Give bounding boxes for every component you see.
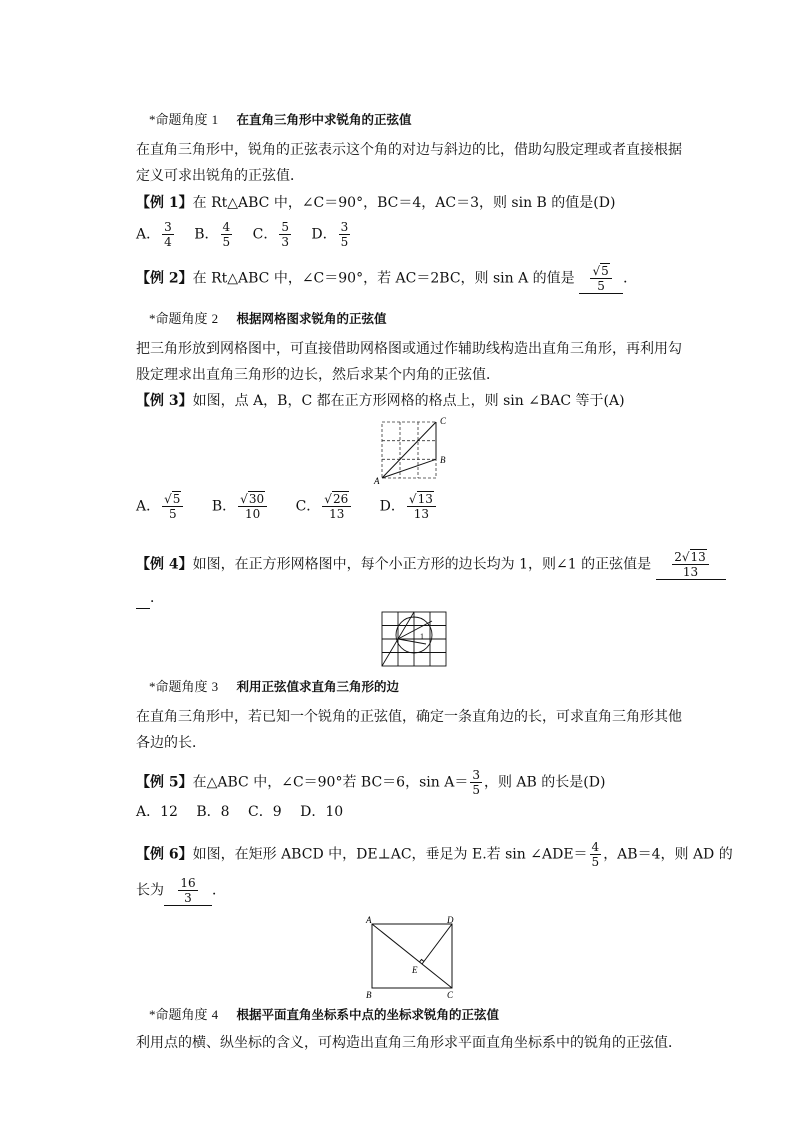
example3-option-b: B． $\frac{√30}{10}$: [212, 492, 269, 521]
example6-answer: $\frac{16}{3}$: [180, 876, 196, 905]
example3-tag: 【例 3】: [136, 393, 193, 409]
example3-question: 如图，点 A，B，C 都在正方形网格的格点上，则 sin ∠BAC 等于(A): [192, 393, 625, 409]
example6-question-a: 如图，在矩形 ABCD 中，DE⊥AC，垂足为 E.若 sin ∠ADE＝: [192, 846, 588, 863]
example2-answer: $\frac{√5}{5}$: [590, 264, 611, 293]
section3-heading: [149, 677, 399, 698]
example6-answer-blank: [164, 876, 212, 906]
example6-question-b: ，AB＝4，则 AD 的: [603, 846, 733, 863]
example5-option-b: B．8: [196, 804, 230, 820]
example4-answer: $\frac{2√13}{13}$: [672, 550, 709, 579]
example5-option-c: C．9: [248, 804, 282, 820]
example6-point-d: D: [447, 915, 454, 925]
example3: [136, 391, 625, 411]
example5-fraction: $\frac{3}{5}$: [472, 768, 480, 797]
example5-option-a: A．12: [136, 804, 178, 820]
section1-heading-prefix: *命题角度: [149, 112, 208, 127]
example6-line2-start: 长为: [136, 882, 164, 899]
example2-tag: 【例 2】: [136, 270, 193, 287]
example5-question-b: ，则 AB 的长是(D): [483, 774, 606, 791]
example6-point-a: A: [366, 915, 372, 925]
example4-answer-blank: [656, 550, 726, 580]
example1-option-b: B． $\frac{4}{5}$: [194, 220, 231, 249]
example2-question: 在 Rt△ABC 中，∠C＝90°，若 AC＝2BC，则 sin A 的值是: [192, 270, 575, 287]
example2: [136, 264, 637, 294]
section3-heading-prefix: *命题角度: [149, 679, 208, 694]
example5-option-d: D．10: [300, 804, 344, 820]
example6-tag: 【例 6】: [136, 846, 193, 863]
example4: [136, 550, 726, 580]
section2-heading-number: 2: [211, 311, 219, 326]
example4-question: 如图，在正方形网格图中，每个小正方形的边长均为 1，则∠1 的正弦值是: [192, 556, 652, 573]
example6-end: ．: [212, 882, 226, 899]
example5-tag: 【例 5】: [136, 774, 193, 791]
section2-heading-prefix: *命题角度: [149, 311, 208, 326]
example2-answer-blank: [579, 264, 623, 294]
example6-rectangle-figure: [362, 914, 462, 1002]
example3-point-a: A: [374, 476, 380, 486]
section4-heading: [149, 1005, 499, 1026]
example1: [136, 193, 615, 213]
section2-para-line1: 把三角形放到网格图中，可直接借助网格图或通过作辅助线构造出直角三角形，再利用勾: [136, 341, 682, 357]
section1-para-line2: 定义可求出锐角的正弦值．: [136, 168, 304, 184]
section1-heading-number: 1: [211, 112, 219, 127]
example1-question: 在 Rt△ABC 中，∠C＝90°，BC＝4，AC＝3，则 sin B 的值是(D): [192, 195, 616, 211]
example1-option-a: A． $\frac{3}{4}$: [136, 220, 172, 249]
example3-option-c: C． $\frac{√26}{13}$: [296, 492, 354, 521]
section3-para-line1: 在直角三角形中，若已知一个锐角的正弦值，确定一条直角边的长，可求直角三角形其他: [136, 709, 682, 725]
example1-option-d: D． $\frac{3}{5}$: [311, 220, 349, 249]
section3-heading-title: 利用正弦值求直角三角形的边: [236, 679, 399, 694]
example3-options: [136, 492, 452, 521]
example1-tag: 【例 1】: [136, 195, 193, 211]
example6-point-e: E: [412, 965, 418, 975]
section4-heading-prefix: *命题角度: [149, 1007, 208, 1022]
example4-end: ．: [150, 590, 164, 606]
section2-heading-title: 根据网格图求锐角的正弦值: [236, 311, 387, 326]
example4-angle-label: 1: [420, 632, 424, 641]
example6-point-c: C: [447, 990, 454, 1000]
example6-point-b: B: [366, 990, 372, 1000]
section4-heading-title: 根据平面直角坐标系中点的坐标求锐角的正弦值: [236, 1007, 499, 1022]
example5: [136, 768, 605, 797]
example4-continuation: [136, 588, 164, 609]
example1-option-c: C． $\frac{5}{3}$: [252, 220, 289, 249]
section3-heading-number: 3: [211, 679, 219, 694]
example3-option-a: A． $\frac{√5}{5}$: [136, 492, 185, 521]
section4-heading-number: 4: [211, 1007, 219, 1022]
example3-option-d: D． $\frac{√13}{13}$: [380, 492, 438, 521]
example4-grid-figure: [380, 610, 450, 668]
example6-fraction: $\frac{4}{5}$: [591, 840, 600, 869]
section2-heading: [149, 309, 386, 330]
example3-point-c: C: [440, 416, 447, 426]
section2-para-line2: 股定理求出直角三角形的边长，然后求某个内角的正弦值．: [136, 367, 500, 383]
example4-blank-continuation: [136, 588, 150, 609]
section1-heading: [149, 110, 411, 131]
section1-heading-title: 在直角三角形中求锐角的正弦值: [236, 112, 412, 127]
example5-options: [136, 802, 357, 822]
example6-line2: [136, 876, 226, 906]
example1-options: [136, 220, 366, 249]
example3-grid-figure: [370, 416, 460, 486]
example6: [136, 840, 733, 869]
section4-para-line1: 利用点的横、纵坐标的含义，可构造出直角三角形求平面直角坐标系中的锐角的正弦值．: [136, 1035, 682, 1051]
example3-point-b: B: [440, 455, 446, 465]
example4-tag: 【例 4】: [136, 556, 193, 573]
example5-question-a: 在△ABC 中，∠C＝90°若 BC＝6，sin A＝: [192, 774, 469, 791]
example2-end: ．: [623, 270, 638, 287]
section1-para-line1: 在直角三角形中，锐角的正弦表示这个角的对边与斜边的比，借助勾股定理或者直接根据: [136, 142, 682, 158]
section3-para-line2: 各边的长．: [136, 735, 206, 751]
